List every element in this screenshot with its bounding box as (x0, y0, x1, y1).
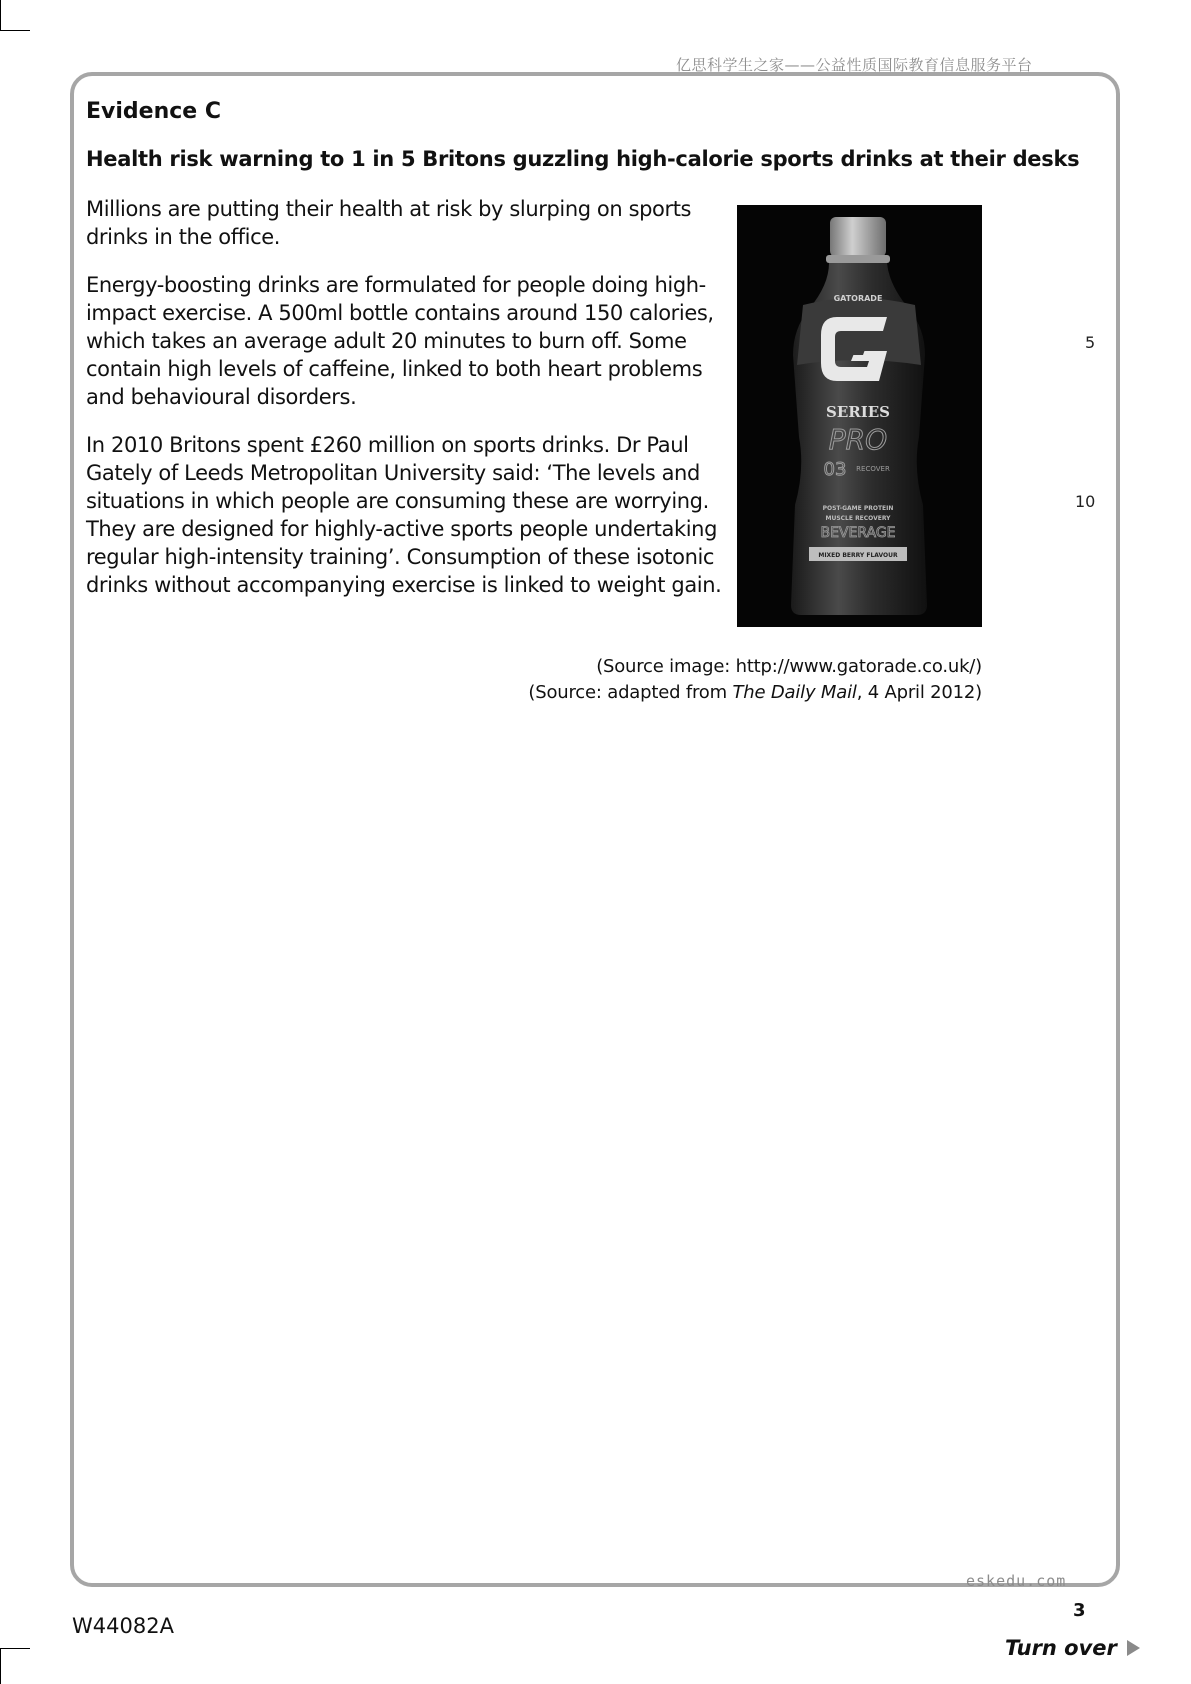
crop-mark (0, 30, 30, 31)
photo-line1: POST-GAME PROTEIN (822, 505, 894, 512)
header-watermark: 亿思科学生之家——公益性质国际教育信息服务平台 (676, 56, 1033, 74)
article-paragraph: Millions are putting their health at risk by slurping on sports drinks in the office. (86, 197, 692, 249)
bottle-cap (830, 217, 886, 257)
photo-line2: MUSCLE RECOVERY (825, 515, 891, 522)
play-arrow-icon (1127, 1640, 1140, 1656)
crop-mark (0, 0, 1, 30)
article-paragraph: Energy-boosting drinks are formulated for people doing high-impact exercise. A 500ml bottle contains around 150 calories, which takes an average adult 20 minutes to burn off. Some contain high levels of caffeine, linked to both heart problems and behavioural disorders. (86, 273, 714, 409)
photo-code: 03 (823, 459, 847, 480)
photo-pro: PRO (828, 423, 888, 456)
photo-series: SERIES (825, 403, 891, 421)
text-source (520, 680, 982, 706)
crop-mark (0, 1648, 1, 1684)
text-source-prefix: (Source: adapted from (528, 682, 733, 703)
sports-drink-bottle-photo (737, 205, 982, 627)
image-source: (Source image: http://www.gatorade.co.uk/) (596, 656, 982, 677)
crop-mark (0, 1648, 30, 1649)
sources-block (520, 654, 982, 706)
photo-beverage: BEVERAGE (820, 525, 896, 541)
paper-code: W44082A (72, 1614, 174, 1638)
article-paragraph: In 2010 Britons spent £260 million on sports drinks. Dr Paul Gately of Leeds Metropolitan University said: ‘The levels and situations in which people are consuming these are worrying. They are designed for highly-active sports people undertaking regular high-intensity training’. Consumption of these isotonic drinks without accompanying exercise is linked to weight gain. (86, 433, 722, 597)
line-number: 10 (1075, 492, 1096, 511)
page-number: 3 (1073, 1600, 1086, 1621)
publication-title: The Daily Mail (732, 682, 857, 703)
turn-over-indicator (1005, 1636, 1140, 1660)
photo-brand: GATORADE (833, 294, 883, 303)
bottle-illustration (737, 205, 982, 627)
photo-flavour: MIXED BERRY FLAVOUR (818, 552, 898, 559)
text-source-suffix: , 4 April 2012) (856, 682, 982, 703)
article-headline: Health risk warning to 1 in 5 Britons guzzling high-calorie sports drinks at their desks (86, 147, 1080, 171)
evidence-label: Evidence C (86, 99, 222, 124)
turn-over-label: Turn over (1005, 1636, 1117, 1660)
footer-watermark: eskedu.com (966, 1572, 1067, 1590)
article-body (86, 195, 726, 619)
photo-sub: RECOVER (856, 465, 890, 473)
line-number: 5 (1085, 333, 1096, 352)
